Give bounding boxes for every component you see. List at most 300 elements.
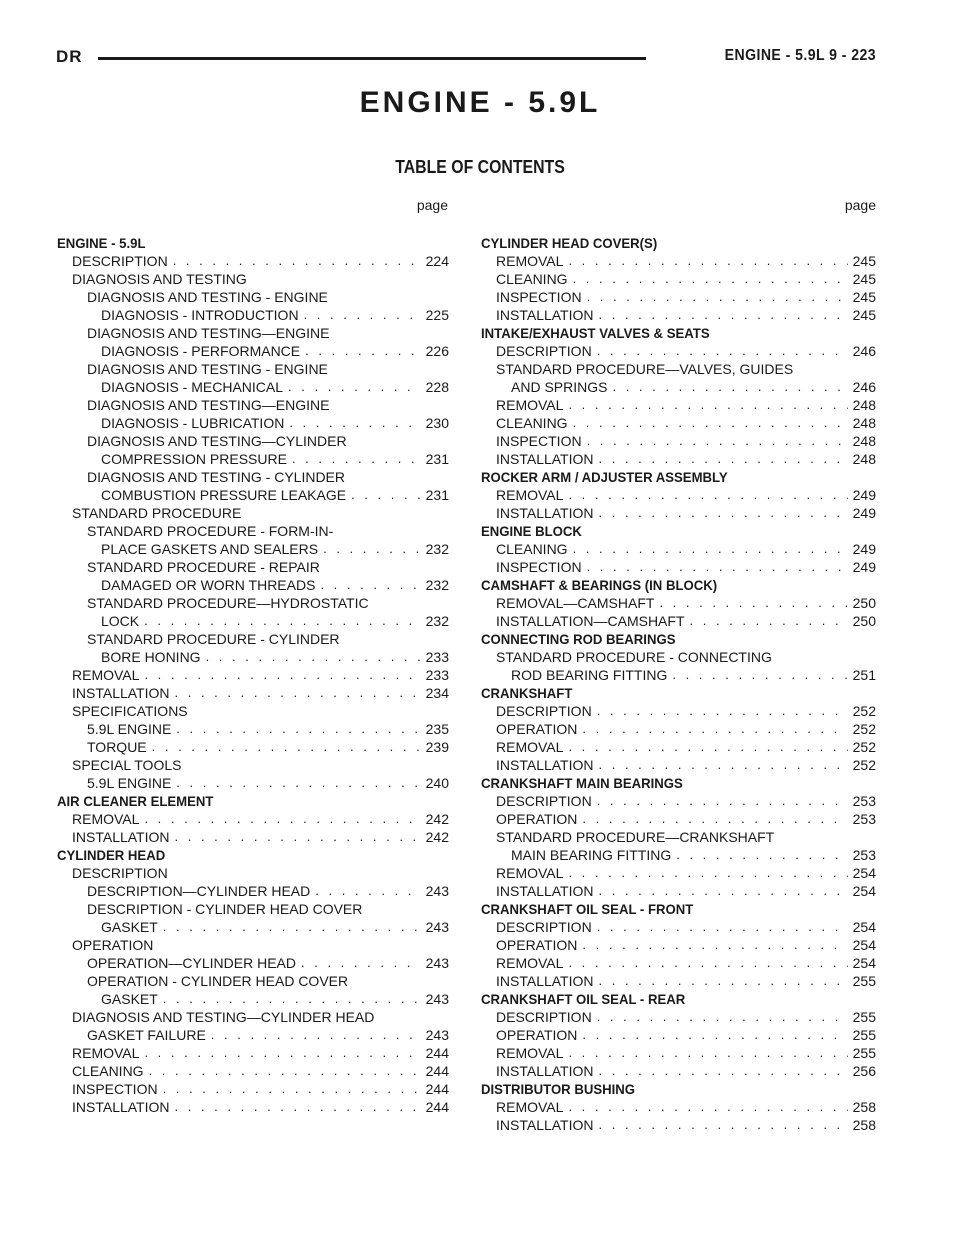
toc-section-heading[interactable] [481, 630, 852, 648]
toc-entry-title: INSTALLATION [496, 1117, 594, 1133]
toc-entry[interactable] [57, 252, 449, 270]
toc-entry-title: OPERATION [496, 721, 578, 737]
toc-page-number: 254 [852, 883, 876, 899]
toc-section-heading[interactable] [481, 522, 852, 540]
toc-entry-title: DIAGNOSIS AND TESTING—ENGINE [87, 325, 330, 341]
toc-page-number: 245 [852, 289, 876, 305]
toc-entry[interactable] [57, 864, 449, 882]
toc-entry-title: INSPECTION [496, 559, 582, 575]
toc-entry-title: TORQUE [87, 739, 147, 755]
toc-entry[interactable] [57, 270, 449, 288]
toc-entry[interactable] [481, 756, 876, 774]
dot-leader [173, 252, 421, 270]
toc-page-number: 252 [852, 721, 876, 737]
toc-entry-title: STANDARD PROCEDURE - FORM-IN- [87, 523, 334, 539]
dot-leader [144, 612, 421, 630]
toc-page-number: 255 [852, 1045, 876, 1061]
toc-page-number: 251 [852, 667, 876, 683]
toc-entry-title: REMOVAL [72, 1045, 140, 1061]
toc-entry-title: INSTALLATION [72, 829, 170, 845]
toc-entry-title: AIR CLEANER ELEMENT [57, 793, 214, 809]
dot-leader [175, 684, 421, 702]
toc-entry[interactable] [481, 648, 876, 666]
toc-entry[interactable] [481, 1008, 876, 1026]
toc-section-heading[interactable] [481, 324, 852, 342]
toc-entry-title: OPERATION [496, 811, 578, 827]
dot-leader [351, 486, 421, 504]
toc-entry[interactable] [481, 342, 876, 360]
toc-entry[interactable] [57, 990, 449, 1008]
toc-entry[interactable] [481, 612, 876, 630]
toc-entry-title: REMOVAL [496, 1045, 564, 1061]
dot-leader [315, 882, 420, 900]
toc-entry-title: CLEANING [496, 271, 568, 287]
toc-entry[interactable] [481, 1098, 876, 1116]
toc-page-number: 230 [425, 415, 449, 431]
dot-leader [320, 576, 420, 594]
toc-entry-title: CRANKSHAFT OIL SEAL - REAR [481, 991, 686, 1007]
toc-section-heading[interactable] [481, 900, 852, 918]
toc-section-heading[interactable] [57, 846, 425, 864]
dot-leader [612, 378, 847, 396]
toc-entry-title: DIAGNOSIS - MECHANICAL [101, 379, 284, 395]
toc-entry[interactable] [57, 1098, 449, 1116]
toc-entry[interactable] [57, 648, 449, 666]
toc-entry-title: DIAGNOSIS - PERFORMANCE [101, 343, 301, 359]
toc-section-heading[interactable] [481, 468, 852, 486]
dot-leader [568, 954, 847, 972]
toc-entry-title: INSTALLATION [496, 883, 594, 899]
toc-entry-title: LOCK [101, 613, 140, 629]
toc-entry-title: DESCRIPTION [496, 343, 592, 359]
toc-page-number: 235 [425, 721, 449, 737]
toc-page-number: 226 [425, 343, 449, 359]
toc-entry-title: DIAGNOSIS - LUBRICATION [101, 415, 285, 431]
toc-entry-title: DESCRIPTION [496, 793, 592, 809]
toc-entry-title: INSTALLATION [496, 451, 594, 467]
toc-page-number: 248 [852, 397, 876, 413]
toc-entry-title: REMOVAL [496, 487, 564, 503]
toc-entry[interactable] [57, 486, 449, 504]
toc-entry[interactable] [481, 810, 876, 828]
toc-entry-title: REMOVAL [496, 1099, 564, 1115]
toc-entry[interactable] [57, 738, 449, 756]
toc-page-number: 249 [852, 559, 876, 575]
toc-entry[interactable] [57, 306, 449, 324]
toc-entry-title: DIAGNOSIS AND TESTING - CYLINDER [87, 469, 346, 485]
toc-page-number: 244 [425, 1081, 449, 1097]
toc-entry-title: GASKET [101, 991, 158, 1007]
toc-entry-title: REMOVAL [496, 253, 564, 269]
toc-entry-title: INTAKE/EXHAUST VALVES & SEATS [481, 325, 710, 341]
toc-entry-title: DAMAGED OR WORN THREADS [101, 577, 316, 593]
toc-page-number: 243 [425, 919, 449, 935]
toc-entry[interactable] [481, 792, 876, 810]
toc-entry-title: OPERATION—CYLINDER HEAD [87, 955, 296, 971]
dot-leader [163, 990, 421, 1008]
toc-entry[interactable] [57, 378, 449, 396]
toc-entry[interactable] [57, 594, 449, 612]
toc-entry-title: INSTALLATION [496, 1063, 594, 1079]
dot-leader [599, 972, 848, 990]
toc-entry[interactable] [57, 324, 449, 342]
toc-entry-title: DESCRIPTION - CYLINDER HEAD COVER [87, 901, 363, 917]
toc-page-number: 234 [425, 685, 449, 701]
toc-entry-title: STANDARD PROCEDURE - CONNECTING [496, 649, 772, 665]
toc-section-heading[interactable] [481, 684, 852, 702]
toc-entry[interactable] [481, 1062, 876, 1080]
toc-page-number: 258 [852, 1117, 876, 1133]
dot-leader [597, 1008, 848, 1026]
dot-leader [599, 306, 848, 324]
toc-page-number: 255 [852, 973, 876, 989]
toc-entry[interactable] [57, 1044, 449, 1062]
dot-leader [599, 450, 848, 468]
toc-page-number: 249 [852, 487, 876, 503]
toc-entry-title: STANDARD PROCEDURE—VALVES, GUIDES [496, 361, 794, 377]
toc-page-number: 232 [425, 541, 449, 557]
toc-section-heading[interactable] [481, 1080, 852, 1098]
toc-entry[interactable] [57, 918, 449, 936]
toc-entry[interactable] [481, 828, 876, 846]
toc-entry[interactable] [57, 630, 449, 648]
dot-leader [144, 666, 420, 684]
toc-section-heading[interactable] [481, 774, 852, 792]
toc-entry[interactable] [481, 882, 876, 900]
toc-page-number: 224 [425, 253, 449, 269]
toc-entry[interactable] [57, 882, 449, 900]
toc-entry[interactable] [57, 396, 449, 414]
toc-entry-title: INSTALLATION [496, 505, 594, 521]
toc-entry[interactable] [57, 540, 449, 558]
toc-entry[interactable] [57, 684, 449, 702]
toc-entry-title: AND SPRINGS [511, 379, 608, 395]
toc-page-number: 248 [852, 433, 876, 449]
toc-entry-title: REMOVAL [496, 397, 564, 413]
dot-leader [568, 486, 847, 504]
toc-entry[interactable] [57, 1062, 449, 1080]
toc-page-number: 228 [425, 379, 449, 395]
toc-entry[interactable] [57, 810, 449, 828]
dot-leader [288, 378, 421, 396]
dot-leader [573, 414, 848, 432]
toc-entry-title: BORE HONING [101, 649, 201, 665]
toc-entry[interactable] [57, 1080, 449, 1098]
toc-section-heading[interactable] [481, 576, 852, 594]
toc-entry-title: COMBUSTION PRESSURE LEAKAGE [101, 487, 347, 503]
dot-leader [587, 288, 848, 306]
toc-entry-title: DIAGNOSIS AND TESTING—CYLINDER [87, 433, 347, 449]
toc-page-number: 231 [425, 487, 449, 503]
toc-entry-title: DESCRIPTION [72, 865, 168, 881]
toc-entry-title: CONNECTING ROD BEARINGS [481, 631, 676, 647]
toc-entry[interactable] [57, 666, 449, 684]
toc-entry-title: DIAGNOSIS AND TESTING - ENGINE [87, 361, 328, 377]
toc-entry[interactable] [57, 774, 449, 792]
toc-page-number: 232 [425, 577, 449, 593]
toc-entry-title: CLEANING [496, 415, 568, 431]
dot-leader [599, 504, 848, 522]
toc-entry[interactable] [57, 1008, 449, 1026]
dot-leader [568, 1044, 847, 1062]
toc-page-number: 244 [425, 1063, 449, 1079]
dot-leader [175, 1098, 421, 1116]
dot-leader [568, 396, 847, 414]
dot-leader [211, 1026, 421, 1044]
toc-entry[interactable] [57, 522, 449, 540]
toc-page-number: 252 [852, 703, 876, 719]
toc-entry[interactable] [481, 270, 876, 288]
toc-entry[interactable] [481, 414, 876, 432]
dot-leader [568, 864, 847, 882]
toc-entry-title: REMOVAL—CAMSHAFT [496, 595, 655, 611]
toc-entry-title: CRANKSHAFT MAIN BEARINGS [481, 775, 683, 791]
toc-entry[interactable] [481, 936, 876, 954]
dot-leader [582, 936, 847, 954]
toc-entry[interactable] [57, 954, 449, 972]
dot-leader [163, 918, 421, 936]
toc-page-number: 231 [425, 451, 449, 467]
dot-leader [582, 1026, 847, 1044]
toc-entry-title: PLACE GASKETS AND SEALERS [101, 541, 319, 557]
toc-entry-title: REMOVAL [72, 667, 140, 683]
toc-entry[interactable] [481, 360, 876, 378]
toc-entry[interactable] [57, 828, 449, 846]
dot-leader [597, 792, 848, 810]
toc-section-heading[interactable] [57, 234, 425, 252]
toc-page-number: 255 [852, 1009, 876, 1025]
toc-entry[interactable] [481, 306, 876, 324]
toc-entry[interactable] [57, 288, 449, 306]
toc-right-column [481, 234, 876, 1134]
toc-page-number: 250 [852, 613, 876, 629]
dot-leader [568, 1098, 847, 1116]
toc-entry-title: DESCRIPTION [496, 919, 592, 935]
toc-entry[interactable] [481, 396, 876, 414]
toc-page-number: 243 [425, 883, 449, 899]
toc-entry[interactable] [481, 702, 876, 720]
dot-leader [587, 432, 848, 450]
toc-entry-title: STANDARD PROCEDURE [72, 505, 242, 521]
toc-entry[interactable] [57, 576, 449, 594]
dot-leader [573, 540, 848, 558]
dot-leader [149, 1062, 421, 1080]
toc-entry[interactable] [481, 666, 876, 684]
toc-entry[interactable] [481, 738, 876, 756]
dot-leader [599, 882, 848, 900]
toc-entry[interactable] [481, 486, 876, 504]
toc-entry[interactable] [57, 720, 449, 738]
toc-page-number: 240 [425, 775, 449, 791]
toc-entry[interactable] [481, 918, 876, 936]
toc-page-number: 243 [425, 991, 449, 1007]
dot-leader [597, 342, 848, 360]
toc-page-number: 254 [852, 937, 876, 953]
toc-entry[interactable] [481, 378, 876, 396]
header-rule [98, 57, 646, 60]
toc-entry[interactable] [57, 612, 449, 630]
toc-page-number: 256 [852, 1063, 876, 1079]
toc-entry[interactable] [57, 900, 449, 918]
dot-leader [659, 594, 847, 612]
dot-leader [152, 738, 421, 756]
toc-page-number: 245 [852, 253, 876, 269]
toc-page-number: 246 [852, 343, 876, 359]
toc-entry[interactable] [57, 558, 449, 576]
toc-entry[interactable] [481, 558, 876, 576]
toc-entry[interactable] [57, 360, 449, 378]
toc-page-number: 252 [852, 739, 876, 755]
toc-entry[interactable] [481, 1044, 876, 1062]
toc-entry-title: CYLINDER HEAD COVER(S) [481, 235, 658, 251]
toc-entry[interactable] [481, 288, 876, 306]
page-label-left: page [416, 197, 448, 213]
toc-entry[interactable] [481, 1026, 876, 1044]
toc-entry[interactable] [481, 972, 876, 990]
toc-entry[interactable] [57, 504, 449, 522]
toc-page-number: 254 [852, 865, 876, 881]
toc-entry-title: SPECIFICATIONS [72, 703, 188, 719]
toc-section-heading[interactable] [481, 234, 852, 252]
dot-leader [599, 1116, 848, 1134]
toc-entry-title: INSTALLATION [496, 757, 594, 773]
toc-page-number: 258 [852, 1099, 876, 1115]
toc-entry[interactable] [57, 450, 449, 468]
toc-page-number: 249 [852, 541, 876, 557]
toc-entry[interactable] [57, 414, 449, 432]
toc-entry-title: SPECIAL TOOLS [72, 757, 182, 773]
toc-entry-title: STANDARD PROCEDURE—CRANKSHAFT [496, 829, 775, 845]
toc-entry[interactable] [481, 432, 876, 450]
toc-entry-title: ENGINE - 5.9L [57, 235, 146, 251]
toc-entry-title: DIAGNOSIS AND TESTING—CYLINDER HEAD [72, 1009, 375, 1025]
toc-entry-title: CRANKSHAFT [481, 685, 573, 701]
toc-page-number: 253 [852, 847, 876, 863]
toc-entry-title: STANDARD PROCEDURE—HYDROSTATIC [87, 595, 369, 611]
toc-page-number: 239 [425, 739, 449, 755]
toc-page-number: 244 [425, 1045, 449, 1061]
toc-page-number: 233 [425, 667, 449, 683]
toc-entry[interactable] [481, 846, 876, 864]
toc-entry-title: MAIN BEARING FITTING [511, 847, 672, 863]
toc-left-column [57, 234, 449, 1116]
toc-page-number: 249 [852, 505, 876, 521]
dot-leader [672, 666, 847, 684]
toc-entry[interactable] [481, 504, 876, 522]
toc-page-number: 233 [425, 649, 449, 665]
toc-section-heading[interactable] [481, 990, 852, 1008]
dot-leader [163, 1080, 421, 1098]
toc-entry-title: INSTALLATION—CAMSHAFT [496, 613, 685, 629]
toc-entry-title: DISTRIBUTOR BUSHING [481, 1081, 636, 1097]
toc-entry-title: INSPECTION [496, 433, 582, 449]
toc-entry-title: 5.9L ENGINE [87, 721, 172, 737]
toc-entry-title: 5.9L ENGINE [87, 775, 172, 791]
toc-entry-title: CYLINDER HEAD [57, 847, 166, 863]
toc-entry[interactable] [481, 540, 876, 558]
toc-entry-title: DIAGNOSIS AND TESTING - ENGINE [87, 289, 328, 305]
toc-page-number: 253 [852, 793, 876, 809]
toc-entry-title: REMOVAL [496, 955, 564, 971]
toc-entry[interactable] [481, 720, 876, 738]
toc-entry-title: STANDARD PROCEDURE - CYLINDER [87, 631, 340, 647]
toc-entry-title: REMOVAL [496, 865, 564, 881]
dot-leader [568, 252, 847, 270]
dot-leader [144, 810, 420, 828]
toc-entry-title: ENGINE BLOCK [481, 523, 582, 539]
toc-entry[interactable] [481, 864, 876, 882]
toc-page-number: 248 [852, 451, 876, 467]
toc-entry-title: COMPRESSION PRESSURE [101, 451, 287, 467]
dot-leader [323, 540, 421, 558]
toc-page-number: 253 [852, 811, 876, 827]
page-header [56, 47, 876, 69]
toc-page-number: 232 [425, 613, 449, 629]
toc-entry[interactable] [481, 954, 876, 972]
dot-leader [582, 810, 847, 828]
dot-leader [176, 720, 420, 738]
toc-entry-title: DESCRIPTION [496, 703, 592, 719]
dot-leader [690, 612, 848, 630]
dot-leader [301, 954, 421, 972]
toc-entry-title: OPERATION [496, 937, 578, 953]
toc-entry[interactable] [57, 936, 449, 954]
toc-entry-title: CRANKSHAFT OIL SEAL - FRONT [481, 901, 694, 917]
toc-page-number: 245 [852, 307, 876, 323]
toc-page-number: 254 [852, 919, 876, 935]
toc-entry[interactable] [57, 972, 449, 990]
dot-leader [292, 450, 421, 468]
dot-leader [676, 846, 847, 864]
dot-leader [305, 342, 421, 360]
dot-leader [599, 1062, 848, 1080]
toc-page-number: 246 [852, 379, 876, 395]
dot-leader [573, 270, 848, 288]
toc-entry[interactable] [57, 702, 449, 720]
toc-entry-title: REMOVAL [496, 739, 564, 755]
toc-entry-title: DIAGNOSIS AND TESTING [72, 271, 247, 287]
toc-heading: TABLE OF CONTENTS [395, 157, 565, 177]
toc-entry-title: ROCKER ARM / ADJUSTER ASSEMBLY [481, 469, 728, 485]
dot-leader [176, 774, 420, 792]
toc-entry[interactable] [57, 432, 449, 450]
dot-leader [597, 918, 848, 936]
toc-entry-title: INSTALLATION [496, 973, 594, 989]
toc-entry[interactable] [481, 252, 876, 270]
toc-entry[interactable] [57, 468, 449, 486]
toc-page-number: 225 [425, 307, 449, 323]
toc-section-heading[interactable] [57, 792, 425, 810]
dot-leader [599, 756, 848, 774]
toc-page-number: 244 [425, 1099, 449, 1115]
toc-entry-title: CAMSHAFT & BEARINGS (IN BLOCK) [481, 577, 718, 593]
dot-leader [304, 306, 421, 324]
toc-entry-title: GASKET [101, 919, 158, 935]
toc-entry[interactable] [57, 342, 449, 360]
dot-leader [597, 702, 848, 720]
toc-entry-title: OPERATION [496, 1027, 578, 1043]
toc-entry[interactable] [57, 1026, 449, 1044]
toc-entry-title: ROD BEARING FITTING [511, 667, 668, 683]
toc-entry-title: REMOVAL [72, 811, 140, 827]
dot-leader [568, 738, 847, 756]
toc-page-number: 250 [852, 595, 876, 611]
toc-entry[interactable] [481, 594, 876, 612]
toc-entry[interactable] [481, 1116, 876, 1134]
dot-leader [175, 828, 421, 846]
toc-entry[interactable] [481, 450, 876, 468]
toc-entry[interactable] [57, 756, 449, 774]
